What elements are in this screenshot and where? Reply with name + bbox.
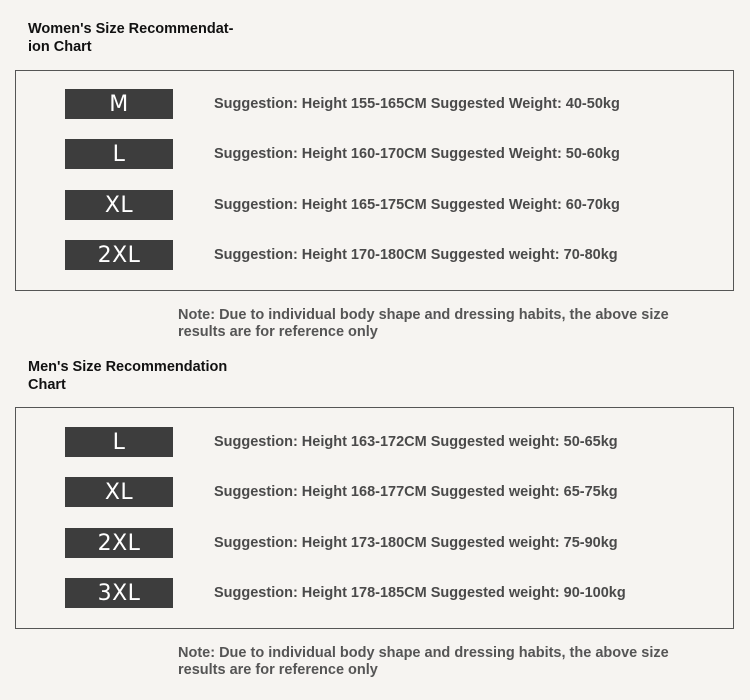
men-size-row	[65, 477, 618, 507]
men-chart-title	[28, 358, 227, 394]
size-suggestion: Suggestion: Height 178-185CM Suggested weight: 90-100kg	[214, 585, 626, 601]
men-note-line2: results are for reference only	[178, 662, 378, 678]
size-badge: 2XL	[65, 240, 173, 270]
men-note-line1: Note: Due to individual body shape and dressing habits, the above size	[178, 645, 669, 661]
women-size-table	[15, 70, 734, 291]
size-suggestion: Suggestion: Height 160-170CM Suggested Weight: 50-60kg	[214, 146, 620, 162]
size-suggestion: Suggestion: Height 163-172CM Suggested weight: 50-65kg	[214, 434, 618, 450]
size-badge: XL	[65, 190, 173, 220]
size-badge: 3XL	[65, 578, 173, 608]
women-note-line2: results are for reference only	[178, 324, 378, 340]
women-size-row	[65, 240, 618, 270]
size-badge: 2XL	[65, 528, 173, 558]
women-size-row	[65, 139, 620, 169]
women-size-note	[178, 307, 723, 341]
size-badge: M	[65, 89, 173, 119]
size-badge: L	[65, 139, 173, 169]
size-suggestion: Suggestion: Height 173-180CM Suggested weight: 75-90kg	[214, 535, 618, 551]
women-chart-title	[28, 20, 233, 56]
size-suggestion: Suggestion: Height 168-177CM Suggested weight: 65-75kg	[214, 484, 618, 500]
men-size-row	[65, 427, 618, 457]
size-badge: XL	[65, 477, 173, 507]
women-chart-title-line2: ion Chart	[28, 39, 92, 55]
men-size-note	[178, 645, 723, 679]
size-suggestion: Suggestion: Height 165-175CM Suggested Weight: 60-70kg	[214, 197, 620, 213]
men-chart-title-line2: Chart	[28, 377, 66, 393]
size-suggestion: Suggestion: Height 155-165CM Suggested Weight: 40-50kg	[214, 96, 620, 112]
women-note-line1: Note: Due to individual body shape and dressing habits, the above size	[178, 307, 669, 323]
men-chart-title-line1: Men's Size Recommendation	[28, 359, 228, 375]
men-size-row	[65, 528, 618, 558]
men-size-table	[15, 407, 734, 629]
women-size-row	[65, 190, 620, 220]
size-suggestion: Suggestion: Height 170-180CM Suggested weight: 70-80kg	[214, 247, 618, 263]
size-badge: L	[65, 427, 173, 457]
women-size-row	[65, 89, 620, 119]
women-chart-title-line1: Women's Size Recommendat-	[28, 21, 234, 37]
men-size-row	[65, 578, 626, 608]
